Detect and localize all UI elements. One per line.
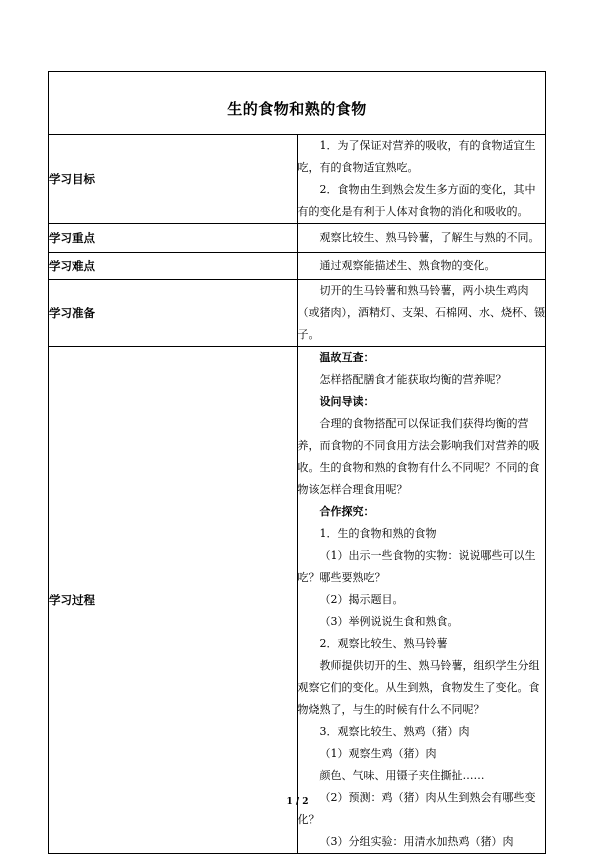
section-heading: 设问导读：	[319, 395, 375, 408]
process-line: 颜色、气味、用镊子夹住撕扯……	[319, 769, 485, 782]
process-content	[297, 347, 546, 854]
lesson-table	[48, 71, 546, 854]
section-heading: 合作探究：	[319, 505, 375, 518]
title-row	[49, 72, 546, 135]
lesson-plan	[48, 71, 546, 854]
process-line: （2）揭示题目。	[319, 593, 404, 606]
difficulty-line: 通过观察能描述生、熟食物的变化。	[319, 259, 496, 272]
page-number: 1 / 2	[286, 797, 309, 807]
goal-row	[49, 135, 546, 224]
title-cell	[49, 72, 546, 135]
page-title: 生的食物和熟的食物	[227, 99, 367, 118]
process-line: 2．观察比较生、熟马铃薯	[319, 637, 448, 650]
key-row	[49, 224, 546, 253]
difficulty-row	[49, 253, 546, 280]
key-content	[297, 224, 546, 253]
prep-row	[49, 280, 546, 347]
process-line: 3．观察比较生、熟鸡（猪）肉	[319, 725, 470, 738]
goal-line: 2．食物由生到熟会发生多方面的变化，其中有的变化是有利于人体对食物的消化和吸收的。	[297, 183, 536, 218]
process-label: 学习过程	[49, 347, 298, 854]
key-line: 观察比较生、熟马铃薯，了解生与熟的不同。	[319, 231, 540, 244]
key-label: 学习重点	[49, 224, 298, 253]
difficulty-label: 学习难点	[49, 253, 298, 280]
goal-content	[297, 135, 546, 224]
goal-label: 学习目标	[49, 135, 298, 224]
process-line: （1）出示一些食物的实物：说说哪些可以生吃？哪些要熟吃？	[297, 549, 536, 584]
process-line: 合理的食物搭配可以保证我们获得均衡的营养，而食物的不同食用方法会影响我们对营养的吸收。生的食物和熟的食物有什么不同呢？不同的食物该怎样合理食用呢？	[297, 417, 540, 496]
prep-label: 学习准备	[49, 280, 298, 347]
process-line: （1）观察生鸡（猪）肉	[319, 747, 437, 760]
process-line: 1．生的食物和熟的食物	[319, 527, 437, 540]
section-heading: 温故互查：	[319, 351, 375, 364]
goal-line: 1．为了保证对营养的吸收，有的食物适宜生吃，有的食物适宜熟吃。	[297, 139, 536, 174]
prep-line: 切开的生马铃薯和熟马铃薯，两小块生鸡肉（或猪肉），酒精灯、支架、石棉网、水、烧杯、镊子。	[297, 284, 545, 341]
process-line: 教师提供切开的生、熟马铃薯，组织学生分组观察它们的变化。从生到熟，食物发生了变化。食物烧熟了，与生的时候有什么不同呢？	[297, 659, 540, 716]
process-row	[49, 347, 546, 854]
difficulty-content	[297, 253, 546, 280]
process-line: （3）举例说说生食和熟食。	[319, 615, 459, 628]
process-line: 怎样搭配膳食才能获取均衡的营养呢？	[319, 373, 507, 386]
process-line: （2）预测：鸡（猪）肉从生到熟会有哪些变化？	[297, 791, 536, 826]
prep-content	[297, 280, 546, 347]
process-line: （3）分组实验：用清水加热鸡（猪）肉	[319, 835, 514, 848]
